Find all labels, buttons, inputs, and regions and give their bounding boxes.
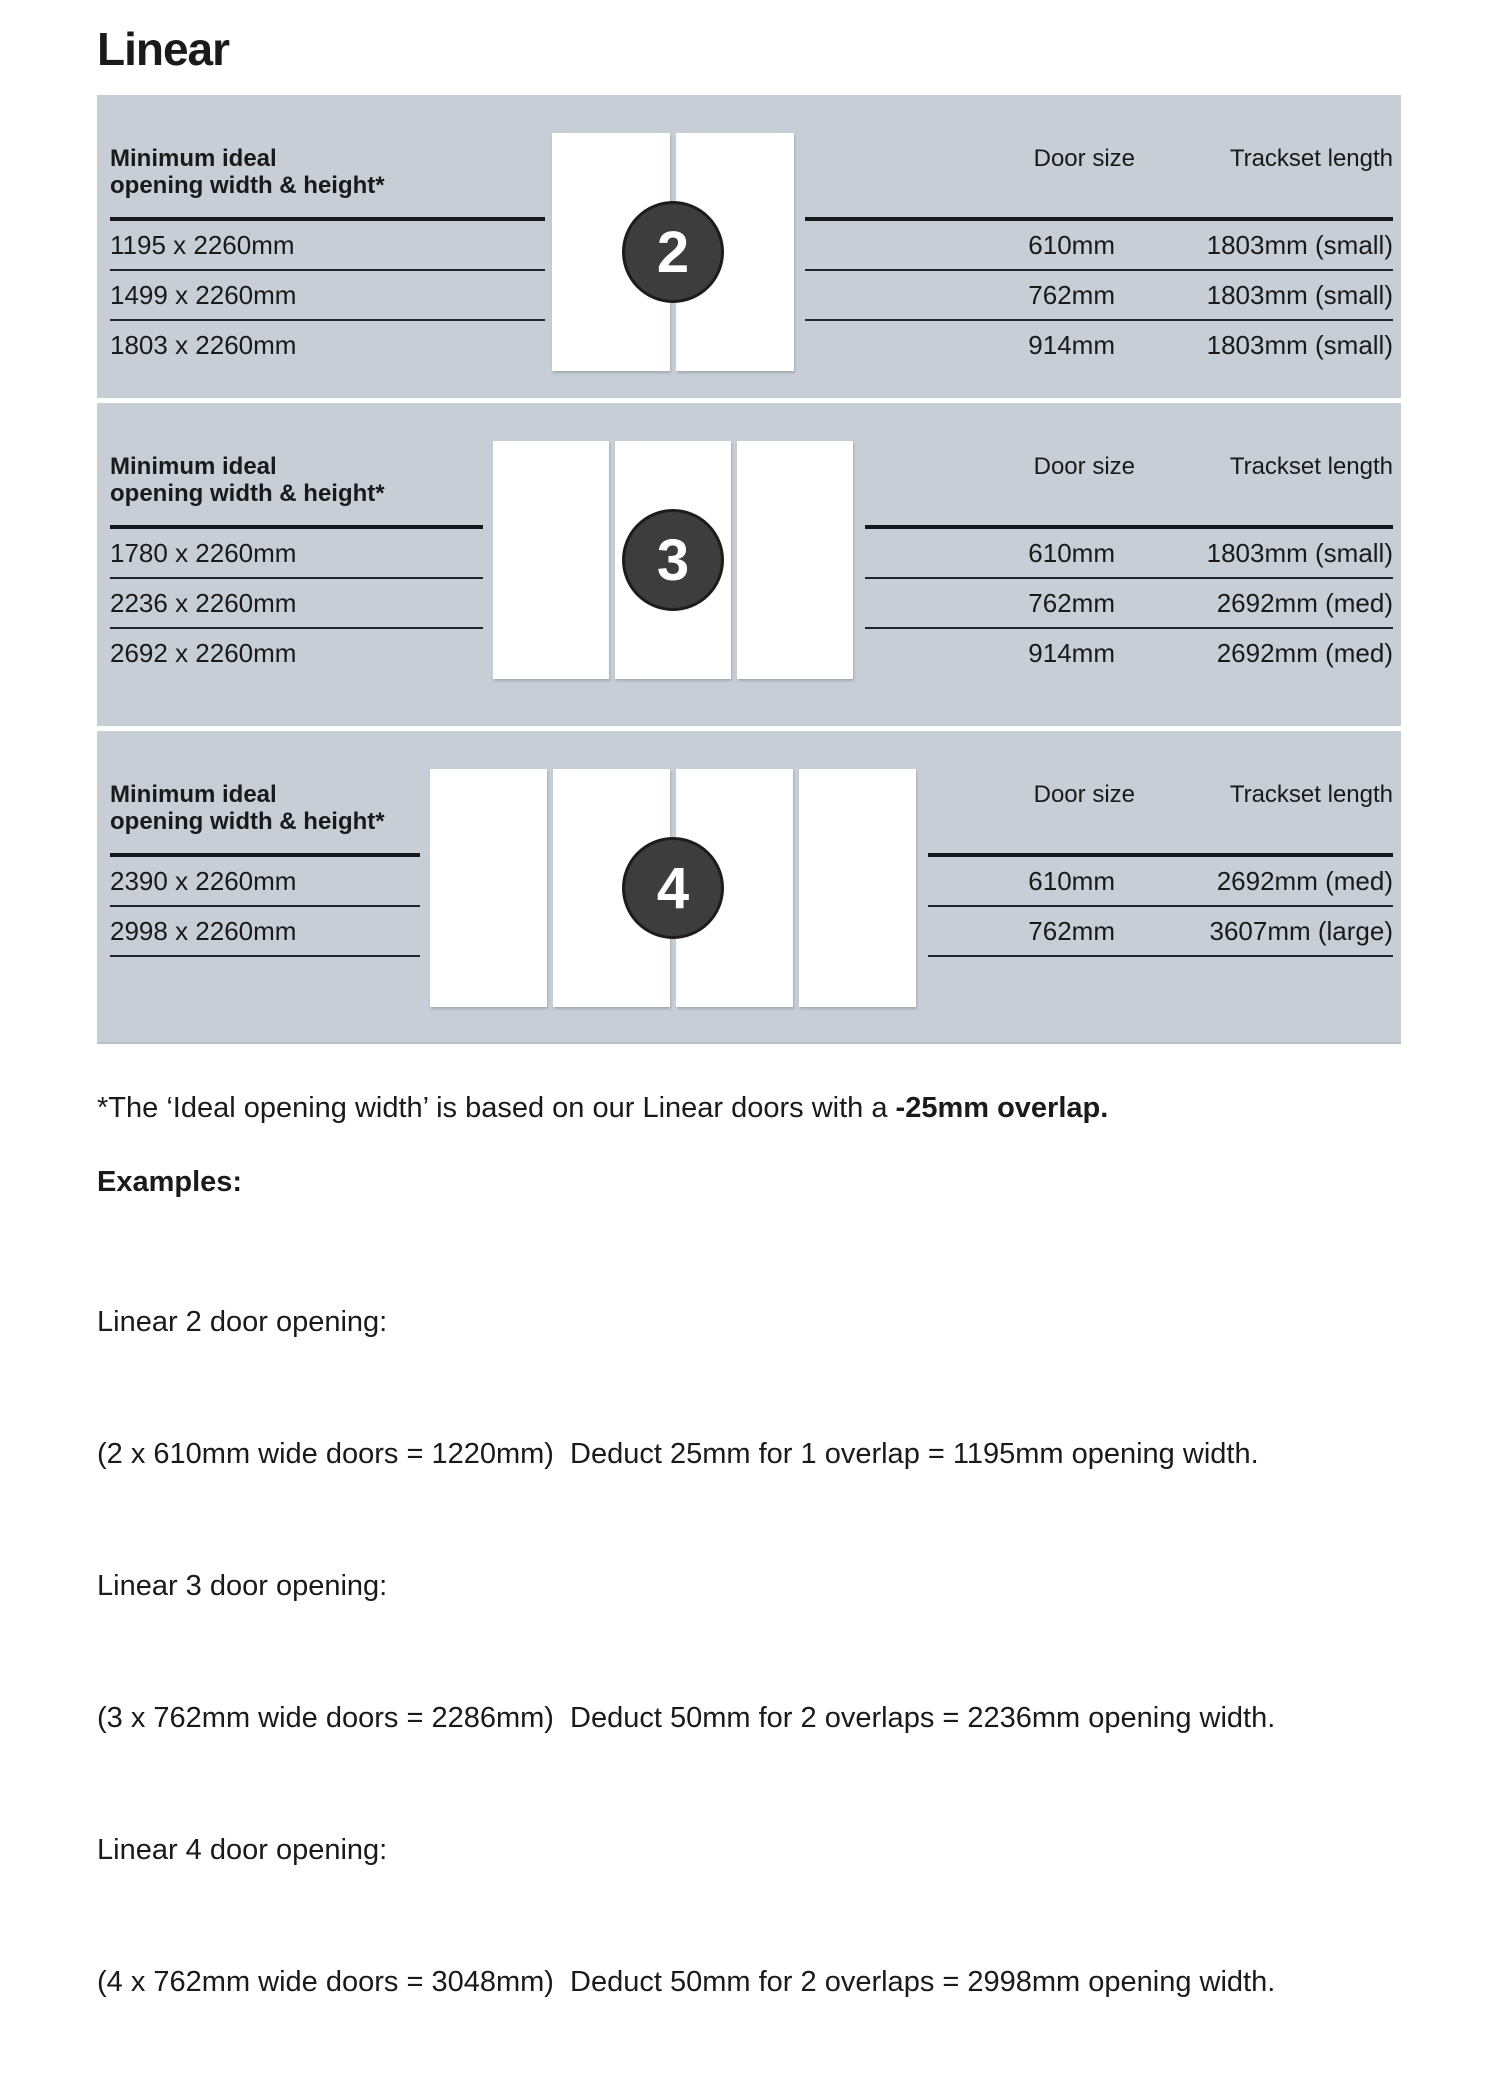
door-size-value: 762mm bbox=[1028, 279, 1115, 310]
example-line: Linear 2 door opening: bbox=[97, 1306, 388, 1338]
min-opening-row: 2236 x 2260mm bbox=[110, 579, 483, 629]
door-size-value: 610mm bbox=[1028, 537, 1115, 568]
door-size-value: 610mm bbox=[1028, 229, 1115, 260]
min-opening-row: 1803 x 2260mm bbox=[110, 329, 297, 360]
example-line: (4 x 762mm wide doors = 3048mm) Deduct 50mm for 2 overlaps = 2998mm opening width. bbox=[97, 1966, 1276, 1998]
footnote bbox=[97, 1090, 1108, 1126]
door-size-value: 610mm bbox=[1028, 865, 1115, 896]
example-line: (3 x 762mm wide doors = 2286mm) Deduct 50mm for 2 overlaps = 2236mm opening width. bbox=[97, 1702, 1276, 1734]
min-opening-row: 2998 x 2260mm bbox=[110, 907, 420, 957]
min-opening-header: Minimum ideal opening width & height* bbox=[110, 781, 385, 835]
size-row bbox=[805, 271, 1393, 321]
footnote-bold: -25mm overlap. bbox=[895, 1092, 1109, 1124]
trackset-value: 2692mm (med) bbox=[1216, 637, 1393, 668]
min-opening-header: Minimum ideal opening width & height* bbox=[110, 145, 385, 199]
min-opening-table bbox=[110, 781, 420, 957]
size-row bbox=[805, 221, 1393, 271]
size-row bbox=[928, 907, 1393, 957]
door-panel bbox=[737, 441, 853, 679]
door-size-value: 762mm bbox=[1028, 587, 1115, 618]
trackset-value: 2692mm (med) bbox=[1216, 865, 1393, 896]
min-opening-row: 1780 x 2260mm bbox=[110, 529, 483, 579]
size-row bbox=[865, 529, 1393, 579]
section-4-door bbox=[97, 731, 1401, 1044]
door-size-value: 914mm bbox=[1028, 637, 1115, 668]
min-opening-table bbox=[110, 145, 545, 369]
size-row bbox=[865, 579, 1393, 629]
size-row bbox=[805, 321, 1393, 369]
example-line: Linear 3 door opening: bbox=[97, 1570, 388, 1602]
page-title: Linear bbox=[97, 23, 230, 75]
door-count-badge: 4 bbox=[622, 837, 724, 939]
size-row bbox=[865, 629, 1393, 677]
example-line: (2 x 610mm wide doors = 1220mm) Deduct 25mm for 1 overlap = 1195mm opening width. bbox=[97, 1438, 1259, 1470]
min-opening-table bbox=[110, 453, 483, 677]
footnote-text: *The ‘Ideal opening width’ is based on our Linear doors with a bbox=[97, 1092, 896, 1124]
size-table-header bbox=[928, 781, 1393, 835]
min-opening-row: 1499 x 2260mm bbox=[110, 271, 545, 321]
col-header-door-size: Door size bbox=[1033, 781, 1135, 808]
door-panel bbox=[799, 769, 916, 1007]
spec-panel bbox=[97, 95, 1401, 1044]
trackset-value: 1803mm (small) bbox=[1206, 229, 1393, 260]
door-panel bbox=[493, 441, 609, 679]
trackset-value: 1803mm (small) bbox=[1206, 279, 1393, 310]
section-2-door bbox=[97, 95, 1401, 398]
door-diagram-4 bbox=[430, 769, 916, 1007]
examples-heading: Examples: bbox=[97, 1166, 243, 1198]
col-header-trackset: Trackset length bbox=[1229, 453, 1393, 480]
size-table bbox=[805, 145, 1393, 369]
min-opening-row: 2692 x 2260mm bbox=[110, 637, 297, 668]
door-panel bbox=[430, 769, 547, 1007]
door-count-badge: 2 bbox=[622, 201, 724, 303]
size-table bbox=[928, 781, 1393, 957]
door-diagram-2 bbox=[552, 133, 794, 371]
section-3-door bbox=[97, 403, 1401, 726]
door-count-badge: 3 bbox=[622, 509, 724, 611]
trackset-value: 2692mm (med) bbox=[1216, 587, 1393, 618]
min-opening-row: 2390 x 2260mm bbox=[110, 857, 420, 907]
door-diagram-3 bbox=[493, 441, 853, 679]
col-header-door-size: Door size bbox=[1033, 145, 1135, 172]
min-opening-row: 1195 x 2260mm bbox=[110, 221, 545, 271]
col-header-trackset: Trackset length bbox=[1229, 145, 1393, 172]
size-table bbox=[865, 453, 1393, 677]
door-size-value: 914mm bbox=[1028, 329, 1115, 360]
example-line: Linear 4 door opening: bbox=[97, 1834, 388, 1866]
examples-block bbox=[97, 1212, 1275, 2092]
min-opening-header: Minimum ideal opening width & height* bbox=[110, 453, 385, 507]
col-header-door-size: Door size bbox=[1033, 453, 1135, 480]
size-table-header bbox=[865, 453, 1393, 507]
size-table-header bbox=[805, 145, 1393, 199]
door-size-value: 762mm bbox=[1028, 915, 1115, 946]
trackset-value: 3607mm (large) bbox=[1209, 915, 1393, 946]
col-header-trackset: Trackset length bbox=[1229, 781, 1393, 808]
trackset-value: 1803mm (small) bbox=[1206, 537, 1393, 568]
size-row bbox=[928, 857, 1393, 907]
trackset-value: 1803mm (small) bbox=[1206, 329, 1393, 360]
